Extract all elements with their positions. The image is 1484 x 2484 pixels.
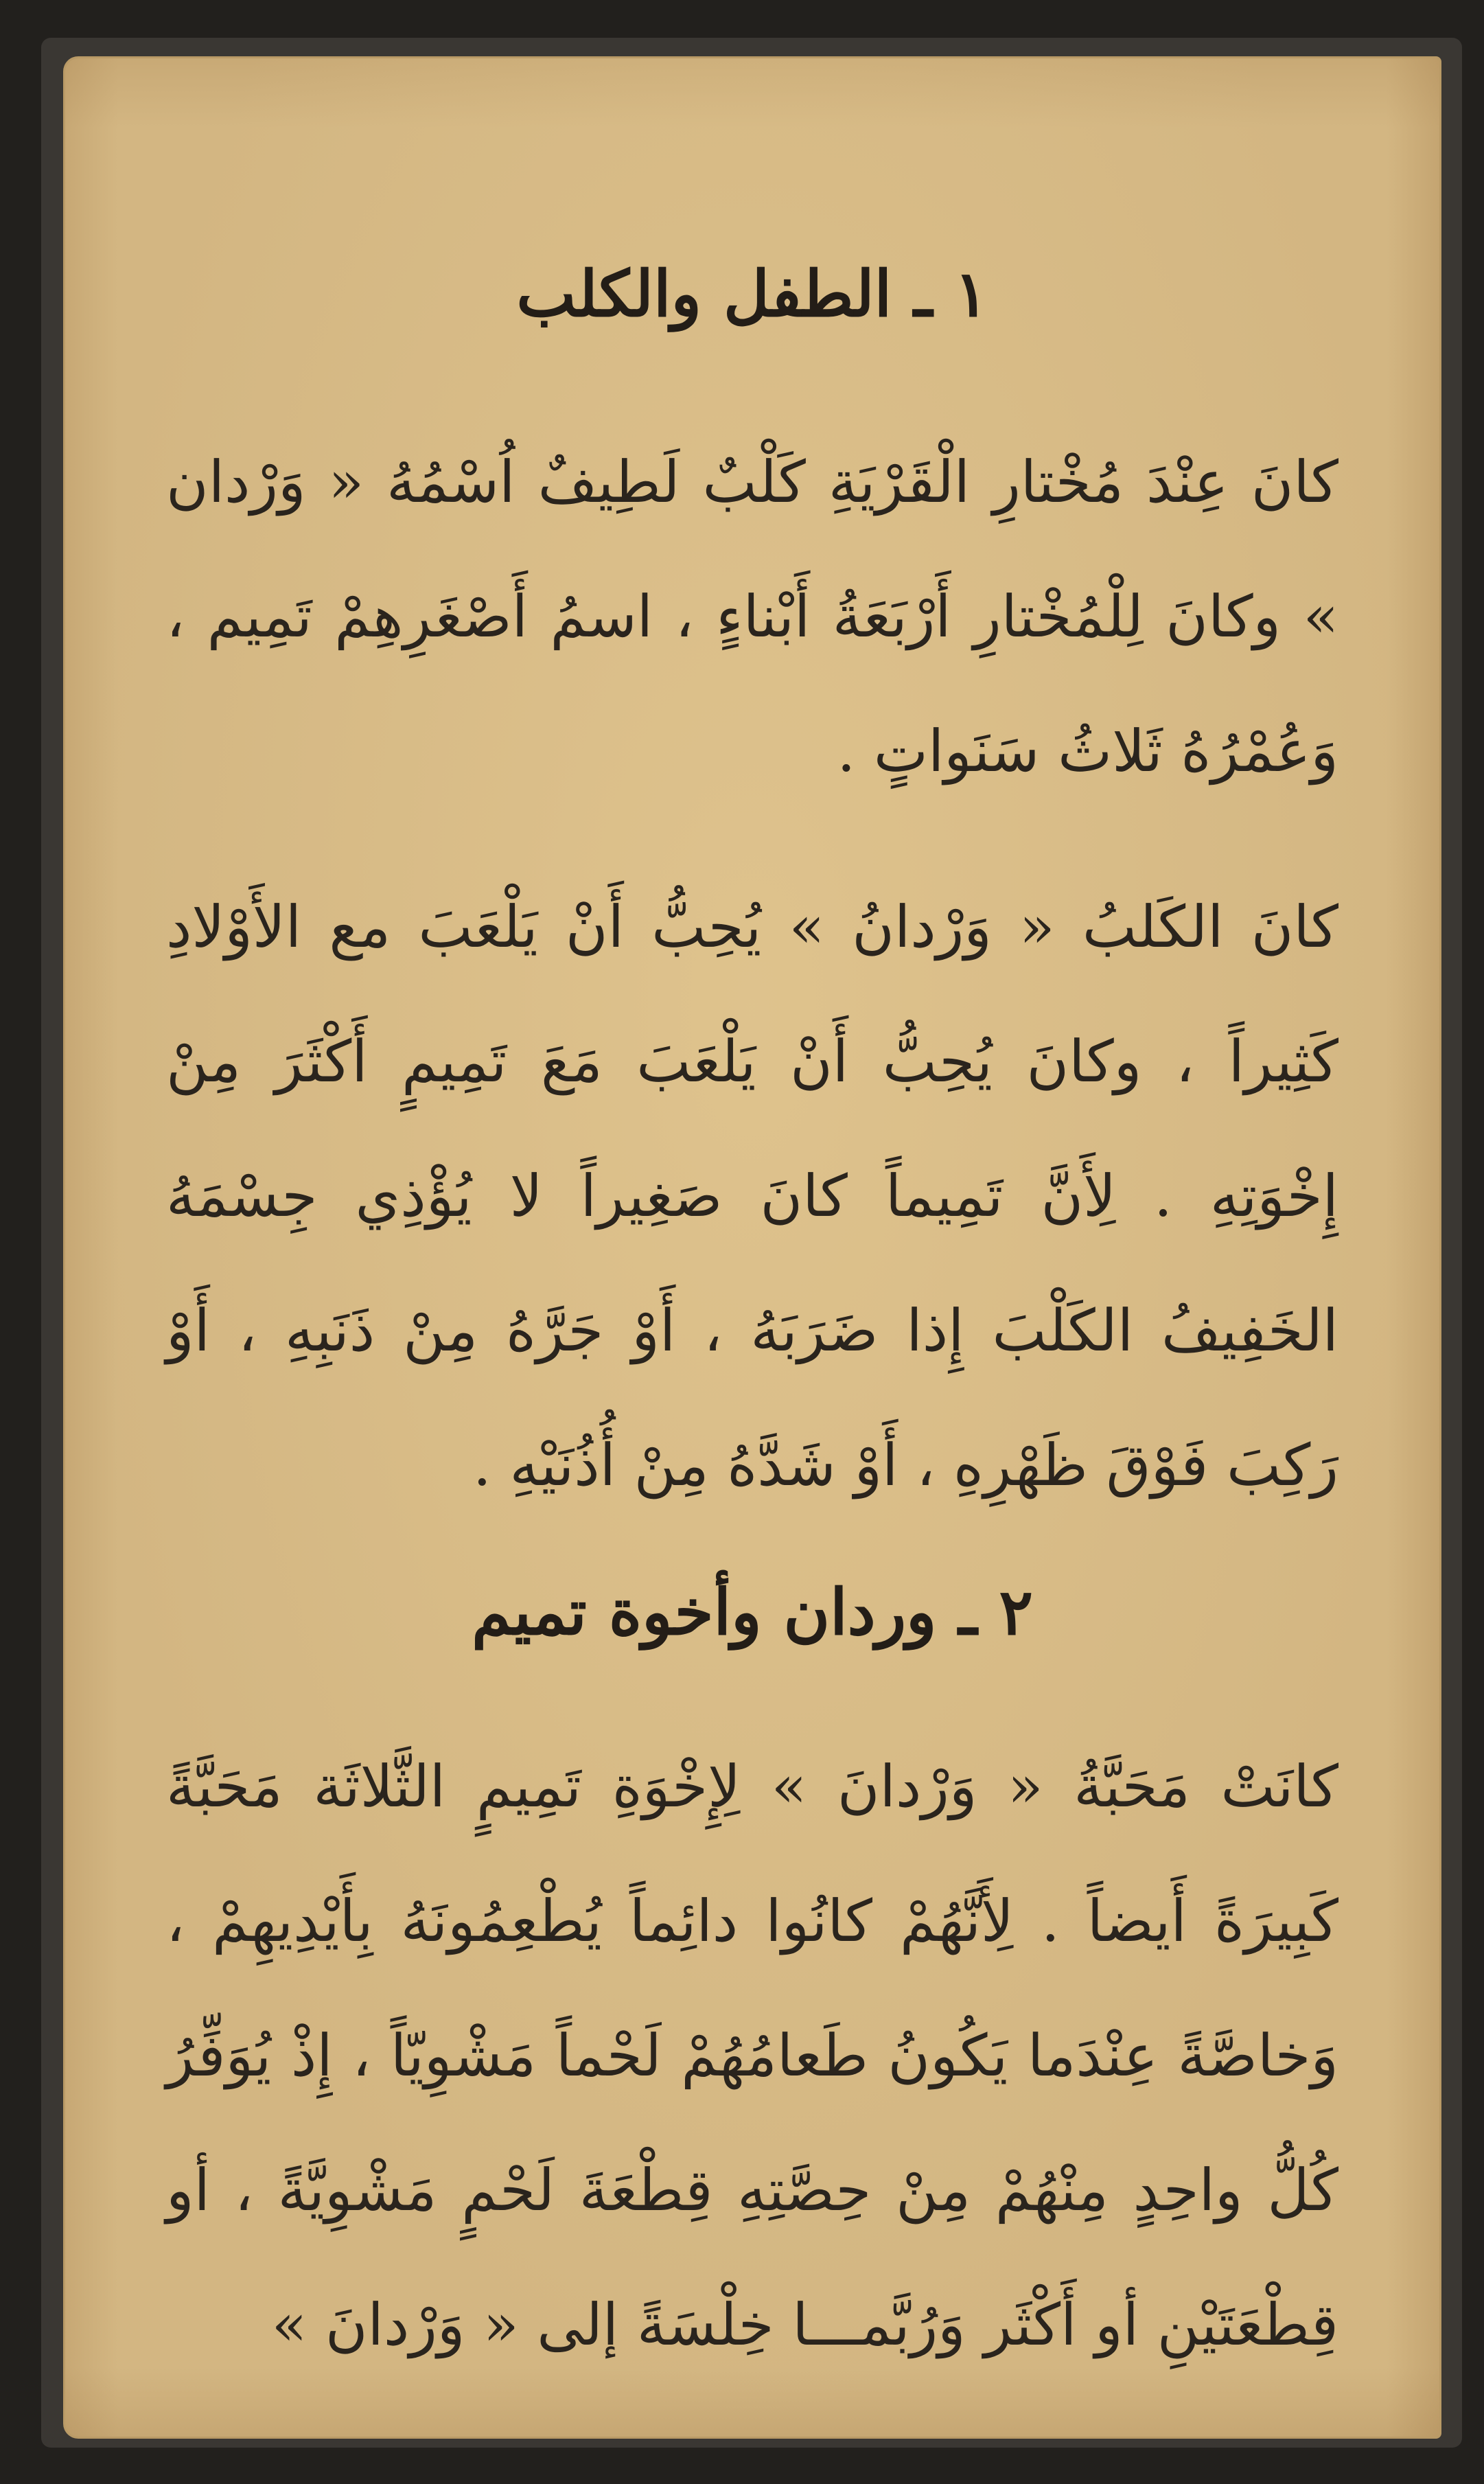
section-1-paragraph-2: كانَ الكَلبُ « وَرْدانُ » يُحِبُّ أَنْ يَلْعَبَ مع الأَوْلادِ كَثِيراً ، وكانَ يُحِبُّ أَنْ يَلْعَبَ مَعَ تَمِيمٍ أَكْثَرَ مِنْ إِخْوَتِهِ . لِأَنَّ تَمِيماً كانَ صَغِيراً لا يُؤْذِي جِسْمَهُ الخَفِيفُ الكَلْبَ إِذا ضَرَبَهُ ، أَوْ جَرَّهُ مِنْ ذَنَبِهِ ، أَوْ رَكِبَ فَوْقَ ظَهْرِهِ ، أَوْ شَدَّهُ مِنْ أُذُنَيْهِ .: [166, 893, 1338, 1499]
section-1-paragraph-1: كانَ عِنْدَ مُخْتارِ الْقَرْيَةِ كَلْبٌ لَطِيفٌ اُسْمُهُ « وَرْدان » وكانَ لِلْمُخْتارِ أَرْبَعَةُ أَبْناءٍ ، اسمُ أَصْغَرِهِمْ تَمِيم ، وَعُمْرُهُ ثَلاثُ سَنَواتٍ .: [166, 448, 1338, 785]
section-2-title: ٢ ـ وردان وأخوة تميم: [472, 1575, 1033, 1649]
section-1-title: ١ ـ الطفل والكلب: [516, 257, 988, 331]
book-page: [63, 56, 1441, 2439]
page-text: [166, 257, 1338, 2392]
section-2-paragraph-1: كانَتْ مَحَبَّةُ « وَرْدانَ » لِإِخْوَةِ تَمِيمٍ الثَّلاثَة مَحَبَّةً كَبِيرَةً أَيضاً . لِأَنَّهُمْ كانُوا دائِماً يُطْعِمُونَهُ بِأَيْدِيهِمْ ، وَخاصَّةً عِنْدَما يَكُونُ طَعامُهُمْ لَحْماً مَشْوِيّاً ، إِذْ يُوَفِّرُ كُلُّ واحِدٍ مِنْهُمْ مِنْ حِصَّتِهِ قِطْعَةَ لَحْمٍ مَشْوِيَّةً ، أو قِطْعَتَيْنِ أو أَكْثَر وَرُبَّمـــا خِلْسَةً إلى « وَرْدانَ »: [166, 1753, 1338, 2358]
